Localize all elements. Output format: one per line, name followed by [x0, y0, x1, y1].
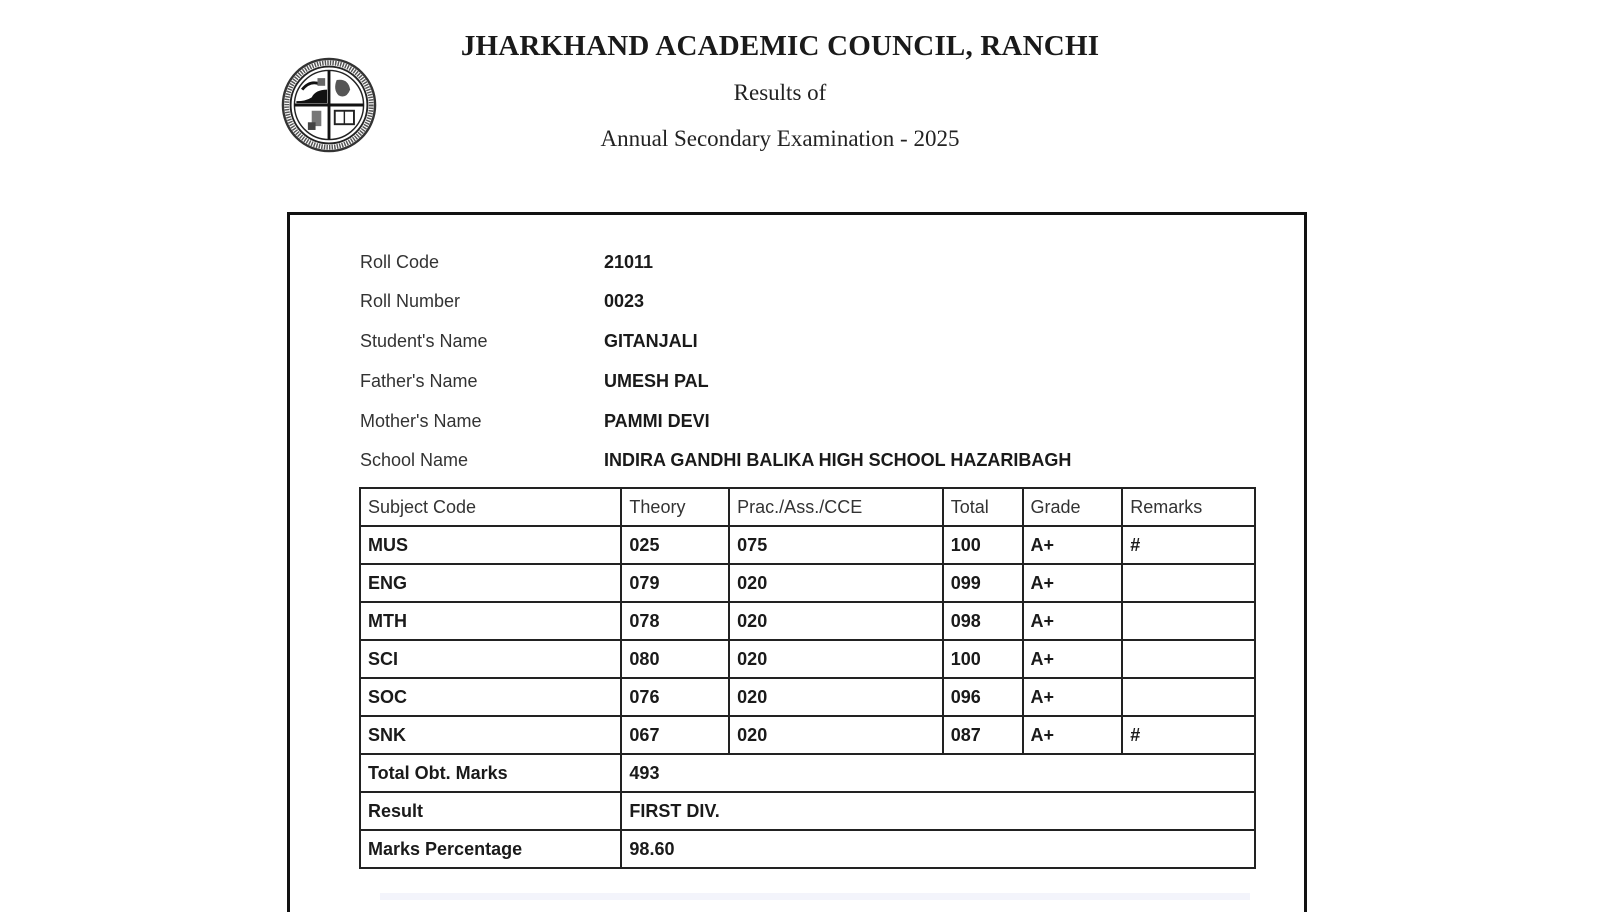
cell-remarks: # — [1122, 526, 1255, 564]
info-value: 21011 — [604, 252, 654, 272]
cell-theory: 025 — [621, 526, 729, 564]
cell-theory: 078 — [621, 602, 729, 640]
cell-subject: MTH — [360, 602, 621, 640]
info-label: Student's Name — [360, 331, 488, 351]
cell-practical: 020 — [729, 716, 943, 754]
cell-remarks: # — [1122, 716, 1255, 754]
table-row — [360, 602, 1255, 640]
table-row — [360, 640, 1255, 678]
cell-theory: 079 — [621, 564, 729, 602]
cell-remarks — [1122, 678, 1255, 716]
cell-total: 099 — [943, 564, 1023, 602]
summary-label: Total Obt. Marks — [360, 754, 621, 792]
cell-grade: A+ — [1023, 716, 1123, 754]
cell-total: 100 — [943, 640, 1023, 678]
cell-remarks — [1122, 602, 1255, 640]
marks-table — [359, 487, 1256, 869]
cell-practical: 020 — [729, 678, 943, 716]
info-value: GITANJALI — [604, 331, 698, 351]
table-row — [360, 526, 1255, 564]
info-label: Father's Name — [360, 371, 478, 391]
results-of-heading: Results of — [733, 80, 827, 105]
info-value: UMESH PAL — [604, 371, 709, 391]
cell-subject: SOC — [360, 678, 621, 716]
cell-total: 098 — [943, 602, 1023, 640]
cell-grade: A+ — [1023, 640, 1123, 678]
summary-label: Marks Percentage — [360, 830, 621, 868]
info-value: PAMMI DEVI — [604, 411, 710, 431]
cell-practical: 075 — [729, 526, 943, 564]
info-value: 0023 — [604, 291, 645, 311]
column-header-subject-code: Subject Code — [360, 488, 621, 526]
column-header-grade: Grade — [1023, 488, 1123, 526]
cell-grade: A+ — [1023, 526, 1123, 564]
examination-heading: Annual Secondary Examination - 2025 — [600, 126, 960, 151]
cell-theory: 080 — [621, 640, 729, 678]
cell-subject: ENG — [360, 564, 621, 602]
info-label: Roll Code — [360, 252, 440, 272]
cell-remarks — [1122, 640, 1255, 678]
info-value: INDIRA GANDHI BALIKA HIGH SCHOOL HAZARIBAGH — [604, 450, 1072, 470]
table-header-row — [360, 488, 1255, 526]
info-label: Mother's Name — [360, 411, 482, 431]
summary-label: Result — [360, 792, 621, 830]
cell-total: 087 — [943, 716, 1023, 754]
cell-theory: 067 — [621, 716, 729, 754]
summary-row-result — [360, 792, 1255, 830]
cell-grade: A+ — [1023, 678, 1123, 716]
table-row — [360, 716, 1255, 754]
cell-practical: 020 — [729, 640, 943, 678]
summary-value: FIRST DIV. — [621, 792, 1255, 830]
summary-row-percentage — [360, 830, 1255, 868]
council-title: JHARKHAND ACADEMIC COUNCIL, RANCHI — [460, 30, 1100, 62]
summary-row-total-marks — [360, 754, 1255, 792]
cell-total: 096 — [943, 678, 1023, 716]
table-row — [360, 678, 1255, 716]
cell-subject: SNK — [360, 716, 621, 754]
cell-grade: A+ — [1023, 602, 1123, 640]
cell-total: 100 — [943, 526, 1023, 564]
cell-practical: 020 — [729, 602, 943, 640]
page-bottom-strip — [380, 893, 1250, 900]
cell-subject: SCI — [360, 640, 621, 678]
info-label: Roll Number — [360, 291, 461, 311]
cell-theory: 076 — [621, 678, 729, 716]
summary-value: 493 — [621, 754, 1255, 792]
column-header-remarks: Remarks — [1122, 488, 1255, 526]
cell-practical: 020 — [729, 564, 943, 602]
summary-value: 98.60 — [621, 830, 1255, 868]
column-header-theory: Theory — [621, 488, 729, 526]
column-header-practical: Prac./Ass./CCE — [729, 488, 943, 526]
cell-remarks — [1122, 564, 1255, 602]
table-row — [360, 564, 1255, 602]
cell-subject: MUS — [360, 526, 621, 564]
column-header-total: Total — [943, 488, 1023, 526]
cell-grade: A+ — [1023, 564, 1123, 602]
info-label: School Name — [360, 450, 469, 470]
